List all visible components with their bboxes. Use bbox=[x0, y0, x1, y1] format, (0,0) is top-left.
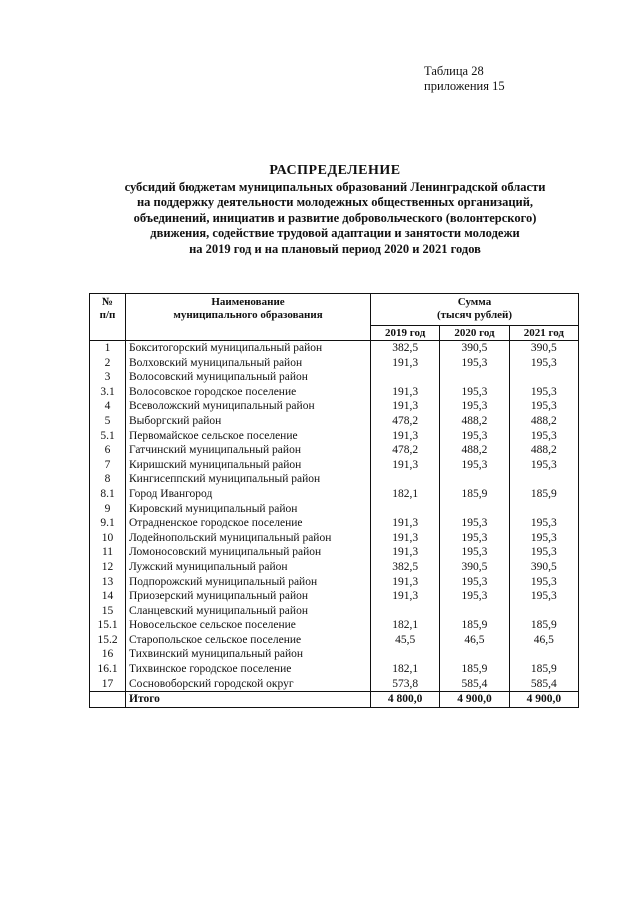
table-row bbox=[90, 414, 579, 429]
row-name: Выборгский район bbox=[126, 414, 371, 429]
row-value-2021 bbox=[509, 370, 578, 385]
col-header-number: № п/п bbox=[90, 294, 126, 341]
row-value-2019: 478,2 bbox=[371, 443, 440, 458]
table-reference bbox=[424, 64, 505, 94]
row-number: 5 bbox=[90, 414, 126, 429]
row-value-2019: 382,5 bbox=[371, 341, 440, 356]
row-value-2019: 573,8 bbox=[371, 677, 440, 692]
row-name: Волосовское городское поселение bbox=[126, 385, 371, 400]
row-name: Старопольское сельское поселение bbox=[126, 633, 371, 648]
row-number: 3.1 bbox=[90, 385, 126, 400]
row-value-2019: 191,3 bbox=[371, 575, 440, 590]
row-value-2020: 195,3 bbox=[440, 516, 509, 531]
total-2019: 4 800,0 bbox=[371, 692, 440, 708]
page-title: РАСПРЕДЕЛЕНИЕ bbox=[269, 163, 401, 178]
table-row bbox=[90, 341, 579, 356]
row-value-2021: 195,3 bbox=[509, 589, 578, 604]
table-row bbox=[90, 487, 579, 502]
row-name: Гатчинский муниципальный район bbox=[126, 443, 371, 458]
table-row bbox=[90, 560, 579, 575]
row-number: 4 bbox=[90, 399, 126, 414]
row-value-2021: 195,3 bbox=[509, 429, 578, 444]
table-number: Таблица 28 bbox=[424, 64, 484, 78]
row-name: Приозерский муниципальный район bbox=[126, 589, 371, 604]
row-number: 15.2 bbox=[90, 633, 126, 648]
row-value-2021 bbox=[509, 647, 578, 662]
row-name: Бокситогорский муниципальный район bbox=[126, 341, 371, 356]
row-number: 13 bbox=[90, 575, 126, 590]
row-value-2021: 185,9 bbox=[509, 487, 578, 502]
row-name: Сланцевский муниципальный район bbox=[126, 604, 371, 619]
table-row bbox=[90, 618, 579, 633]
row-number: 11 bbox=[90, 545, 126, 560]
row-value-2019 bbox=[371, 472, 440, 487]
row-value-2021 bbox=[509, 472, 578, 487]
row-value-2020: 488,2 bbox=[440, 414, 509, 429]
row-value-2021 bbox=[509, 604, 578, 619]
row-value-2019 bbox=[371, 647, 440, 662]
subtitle-line: на поддержку деятельности молодежных общественных организаций, bbox=[136, 195, 534, 209]
table-row bbox=[90, 429, 579, 444]
row-name: Кингисеппский муниципальный район bbox=[126, 472, 371, 487]
row-name: Ломоносовский муниципальный район bbox=[126, 545, 371, 560]
row-value-2021: 195,3 bbox=[509, 575, 578, 590]
row-value-2021: 488,2 bbox=[509, 443, 578, 458]
row-value-2020: 46,5 bbox=[440, 633, 509, 648]
col-header-2019: 2019 год bbox=[371, 326, 440, 341]
row-number: 8 bbox=[90, 472, 126, 487]
row-value-2021: 195,3 bbox=[509, 356, 578, 371]
row-value-2020: 195,3 bbox=[440, 531, 509, 546]
row-number: 8.1 bbox=[90, 487, 126, 502]
row-value-2019: 191,3 bbox=[371, 545, 440, 560]
row-number: 16 bbox=[90, 647, 126, 662]
table-row bbox=[90, 385, 579, 400]
row-value-2021: 185,9 bbox=[509, 618, 578, 633]
row-number: 2 bbox=[90, 356, 126, 371]
table-row bbox=[90, 662, 579, 677]
row-value-2019: 191,3 bbox=[371, 589, 440, 604]
row-value-2019: 191,3 bbox=[371, 429, 440, 444]
table-row bbox=[90, 677, 579, 692]
row-number: 9 bbox=[90, 502, 126, 517]
row-value-2020: 195,3 bbox=[440, 458, 509, 473]
row-value-2019: 191,3 bbox=[371, 356, 440, 371]
total-2021: 4 900,0 bbox=[509, 692, 578, 708]
table-row bbox=[90, 545, 579, 560]
row-value-2019: 182,1 bbox=[371, 487, 440, 502]
row-number: 17 bbox=[90, 677, 126, 692]
subtitle-line: движения, содействие трудовой адаптации и занятости молодежи bbox=[150, 226, 520, 240]
row-value-2020: 195,3 bbox=[440, 589, 509, 604]
row-name: Всеволожский муниципальный район bbox=[126, 399, 371, 414]
table-header-row bbox=[90, 294, 579, 326]
table-row bbox=[90, 502, 579, 517]
table-row bbox=[90, 472, 579, 487]
total-number-cell bbox=[90, 692, 126, 708]
row-value-2020: 195,3 bbox=[440, 545, 509, 560]
row-number: 5.1 bbox=[90, 429, 126, 444]
row-value-2021 bbox=[509, 502, 578, 517]
row-value-2020: 390,5 bbox=[440, 560, 509, 575]
table-row bbox=[90, 356, 579, 371]
row-name: Волосовский муниципальный район bbox=[126, 370, 371, 385]
row-name: Киришский муниципальный район bbox=[126, 458, 371, 473]
row-value-2019: 182,1 bbox=[371, 618, 440, 633]
row-number: 12 bbox=[90, 560, 126, 575]
table-row bbox=[90, 647, 579, 662]
table-row bbox=[90, 443, 579, 458]
row-value-2021: 585,4 bbox=[509, 677, 578, 692]
row-name: Подпорожский муниципальный район bbox=[126, 575, 371, 590]
row-value-2020: 185,9 bbox=[440, 618, 509, 633]
row-number: 16.1 bbox=[90, 662, 126, 677]
row-value-2020: 195,3 bbox=[440, 385, 509, 400]
row-number: 7 bbox=[90, 458, 126, 473]
row-value-2020 bbox=[440, 502, 509, 517]
row-value-2019: 191,3 bbox=[371, 385, 440, 400]
row-value-2020 bbox=[440, 370, 509, 385]
row-value-2019: 182,1 bbox=[371, 662, 440, 677]
row-value-2020: 585,4 bbox=[440, 677, 509, 692]
row-value-2020: 195,3 bbox=[440, 429, 509, 444]
table-body bbox=[90, 341, 579, 692]
table-row bbox=[90, 589, 579, 604]
row-value-2019 bbox=[371, 370, 440, 385]
table-row bbox=[90, 604, 579, 619]
table-row bbox=[90, 633, 579, 648]
row-value-2021: 195,3 bbox=[509, 458, 578, 473]
row-value-2021: 46,5 bbox=[509, 633, 578, 648]
col-header-name: Наименование муниципального образования bbox=[126, 294, 371, 341]
subtitle-line: объединений, инициатив и развитие добровольческого (волонтерского) bbox=[133, 210, 537, 225]
total-label: Итого bbox=[126, 692, 371, 708]
row-value-2019: 191,3 bbox=[371, 531, 440, 546]
table-row bbox=[90, 531, 579, 546]
row-value-2019: 382,5 bbox=[371, 560, 440, 575]
document-heading bbox=[60, 163, 610, 257]
row-number: 15.1 bbox=[90, 618, 126, 633]
total-2020: 4 900,0 bbox=[440, 692, 509, 708]
table-row bbox=[90, 370, 579, 385]
col-header-2021: 2021 год bbox=[509, 326, 578, 341]
row-value-2021: 185,9 bbox=[509, 662, 578, 677]
row-value-2021: 488,2 bbox=[509, 414, 578, 429]
row-value-2020 bbox=[440, 472, 509, 487]
row-value-2021: 195,3 bbox=[509, 385, 578, 400]
row-value-2019: 191,3 bbox=[371, 399, 440, 414]
row-value-2020: 195,3 bbox=[440, 399, 509, 414]
row-value-2019 bbox=[371, 502, 440, 517]
table-row bbox=[90, 458, 579, 473]
subtitle-line: на 2019 год и на плановый период 2020 и 2021 годов bbox=[189, 241, 481, 256]
row-number: 3 bbox=[90, 370, 126, 385]
row-name: Тихвинское городское поселение bbox=[126, 662, 371, 677]
appendix-number: приложения 15 bbox=[424, 79, 505, 93]
row-value-2020 bbox=[440, 647, 509, 662]
row-name: Лодейнопольский муниципальный район bbox=[126, 531, 371, 546]
row-value-2019: 191,3 bbox=[371, 458, 440, 473]
row-name: Тихвинский муниципальный район bbox=[126, 647, 371, 662]
row-number: 1 bbox=[90, 341, 126, 356]
col-header-2020: 2020 год bbox=[440, 326, 509, 341]
row-number: 6 bbox=[90, 443, 126, 458]
row-value-2020: 195,3 bbox=[440, 356, 509, 371]
row-value-2021: 195,3 bbox=[509, 516, 578, 531]
row-number: 15 bbox=[90, 604, 126, 619]
row-name: Кировский муниципальный район bbox=[126, 502, 371, 517]
table-row bbox=[90, 575, 579, 590]
row-value-2020: 488,2 bbox=[440, 443, 509, 458]
subtitle-line: субсидий бюджетам муниципальных образований Ленинградской области bbox=[124, 179, 546, 194]
row-name: Лужский муниципальный район bbox=[126, 560, 371, 575]
row-value-2020: 390,5 bbox=[440, 341, 509, 356]
row-value-2019: 478,2 bbox=[371, 414, 440, 429]
total-row bbox=[90, 692, 579, 708]
row-value-2021: 195,3 bbox=[509, 545, 578, 560]
row-number: 9.1 bbox=[90, 516, 126, 531]
row-name: Первомайское сельское поселение bbox=[126, 429, 371, 444]
row-number: 10 bbox=[90, 531, 126, 546]
distribution-table bbox=[89, 293, 579, 708]
row-value-2020 bbox=[440, 604, 509, 619]
row-value-2019: 191,3 bbox=[371, 516, 440, 531]
row-value-2020: 185,9 bbox=[440, 662, 509, 677]
row-value-2021: 195,3 bbox=[509, 399, 578, 414]
row-value-2020: 185,9 bbox=[440, 487, 509, 502]
row-value-2019 bbox=[371, 604, 440, 619]
table-row bbox=[90, 399, 579, 414]
row-value-2021: 195,3 bbox=[509, 531, 578, 546]
row-name: Новосельское сельское поселение bbox=[126, 618, 371, 633]
row-name: Город Ивангород bbox=[126, 487, 371, 502]
row-name: Сосновоборский городской округ bbox=[126, 677, 371, 692]
row-value-2021: 390,5 bbox=[509, 341, 578, 356]
row-name: Отрадненское городское поселение bbox=[126, 516, 371, 531]
row-value-2019: 45,5 bbox=[371, 633, 440, 648]
col-header-sum: Сумма (тысяч рублей) bbox=[371, 294, 579, 326]
row-value-2020: 195,3 bbox=[440, 575, 509, 590]
row-number: 14 bbox=[90, 589, 126, 604]
row-value-2021: 390,5 bbox=[509, 560, 578, 575]
table-row bbox=[90, 516, 579, 531]
row-name: Волховский муниципальный район bbox=[126, 356, 371, 371]
